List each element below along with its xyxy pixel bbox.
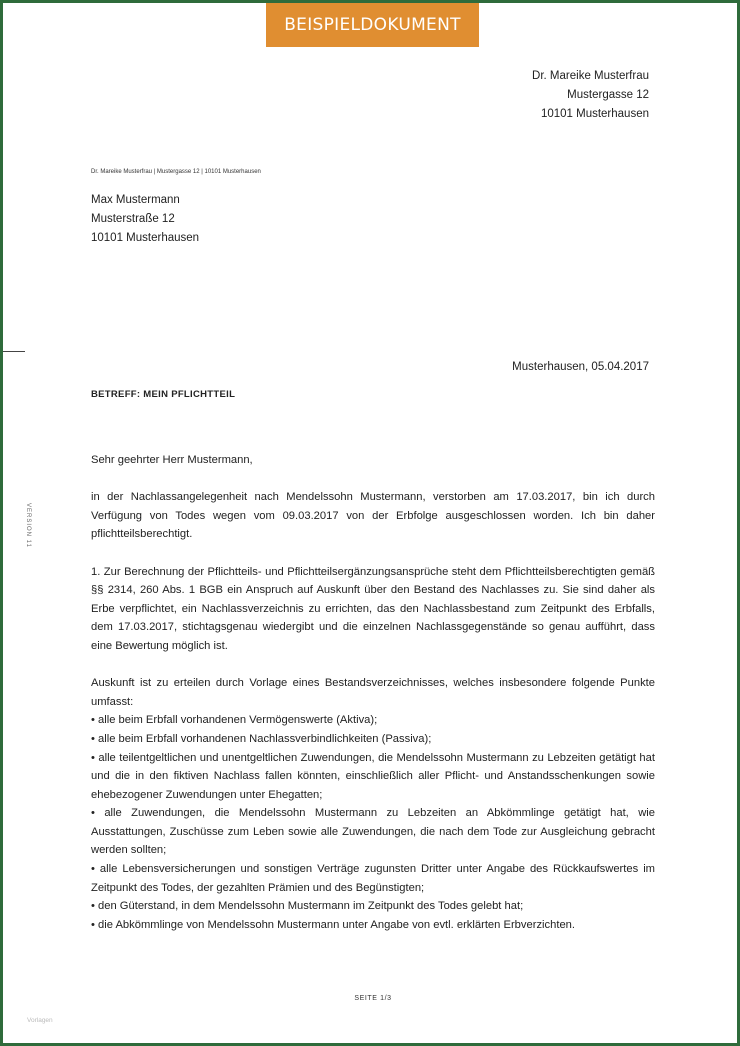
- letter-date: Musterhausen, 05.04.2017: [512, 361, 649, 373]
- page-number: SEITE 1/3: [354, 995, 392, 1002]
- source-label: Vorlagen: [27, 1017, 53, 1024]
- recipient-city: 10101 Musterhausen: [91, 232, 200, 244]
- sender-name: Dr. Mareike Musterfrau: [532, 70, 649, 82]
- list-item: • alle Lebensversicherungen und sonstigen Verträge zugunsten Dritter unter Angabe des Rückkaufswertes im Zeitpunkt des Todes, der gezahlten Prämien und des Begünstigten;: [91, 863, 655, 894]
- list-item: • den Güterstand, in dem Mendelssohn Mustermann im Zeitpunkt des Todes gelebt hat;: [91, 900, 524, 913]
- document-banner: BEISPIELDOKUMENT: [266, 3, 479, 47]
- list-item: • alle beim Erbfall vorhandenen Nachlassverbindlichkeiten (Passiva);: [91, 732, 432, 745]
- salutation: Sehr geehrter Herr Mustermann,: [91, 454, 253, 466]
- list-item: • die Abkömmlinge von Mendelssohn Mustermann unter Angabe von evtl. erklärten Erbverzichten.: [91, 918, 575, 931]
- list-item: • alle teilentgeltlichen und unentgeltlichen Zuwendungen, die Mendelssohn Mustermann zu Lebzeiten getätigt hat und die in den fiktiven Nachlass fallen könnten, einschließlich aller Pflicht- und Anstandsschenkungen sowie ehebezogener Zuwendungen unter Ehegatten;: [91, 751, 655, 801]
- list-item: • alle Zuwendungen, die Mendelssohn Mustermann zu Lebzeiten an Abkömmlinge getätigt hat, wie Ausstattungen, Zuschüsse zum Leben sowie alle Zuwendungen, die nach dem Tode zur Ausgleichung gebracht werden sollten;: [91, 807, 655, 857]
- recipient-name: Max Mustermann: [91, 194, 180, 206]
- version-label: VERSION 11: [25, 503, 31, 548]
- return-address-line: Dr. Mareike Musterfrau | Mustergasse 12 | 10101 Musterhausen: [91, 169, 261, 175]
- recipient-address: [91, 191, 199, 248]
- sender-street: Mustergasse 12: [567, 89, 649, 101]
- fold-mark: [3, 351, 25, 352]
- sender-city: 10101 Musterhausen: [540, 108, 649, 120]
- paragraph-intro: in der Nachlassangelegenheit nach Mendelssohn Mustermann, verstorben am 17.03.2017, bin ich durch Verfügung von Todes wegen vom 09.03.2017 von der Erbfolge ausgeschlossen worden. Ich bin daher pflichtteilsberechtigt.: [91, 491, 655, 541]
- recipient-street: Musterstraße 12: [91, 213, 175, 225]
- sender-address: [532, 67, 649, 124]
- paragraph-claim: 1. Zur Berechnung der Pflichtteils- und Pflichtteilsergänzungsansprüche steht dem Pflichtteilsberechtigten gemäß §§ 2314, 260 Abs. 1 BGB ein Anspruch auf Auskunft über den Bestand des Nachlasses zu. Sie sind daher als Erbe verpflichtet, ein Nachlassverzeichnis zu errichten, das den Nachlassbestand zum Zeitpunkt des Erbfalls, dem 17.03.2017, stichtagsgenau wiedergibt und die einzelnen Nachlassgegenstände so genau aufführt, dass eine Bewertung möglich ist.: [91, 565, 655, 652]
- paragraph-scope: Auskunft ist zu erteilen durch Vorlage eines Bestandsverzeichnisses, welches insbesondere folgende Punkte umfasst:: [91, 677, 655, 708]
- letter-body: [91, 451, 655, 934]
- subject-line: BETREFF: MEIN PFLICHTTEIL: [91, 389, 236, 400]
- list-item: • alle beim Erbfall vorhandenen Vermögenswerte (Aktiva);: [91, 714, 378, 727]
- bullet-list: [91, 711, 655, 934]
